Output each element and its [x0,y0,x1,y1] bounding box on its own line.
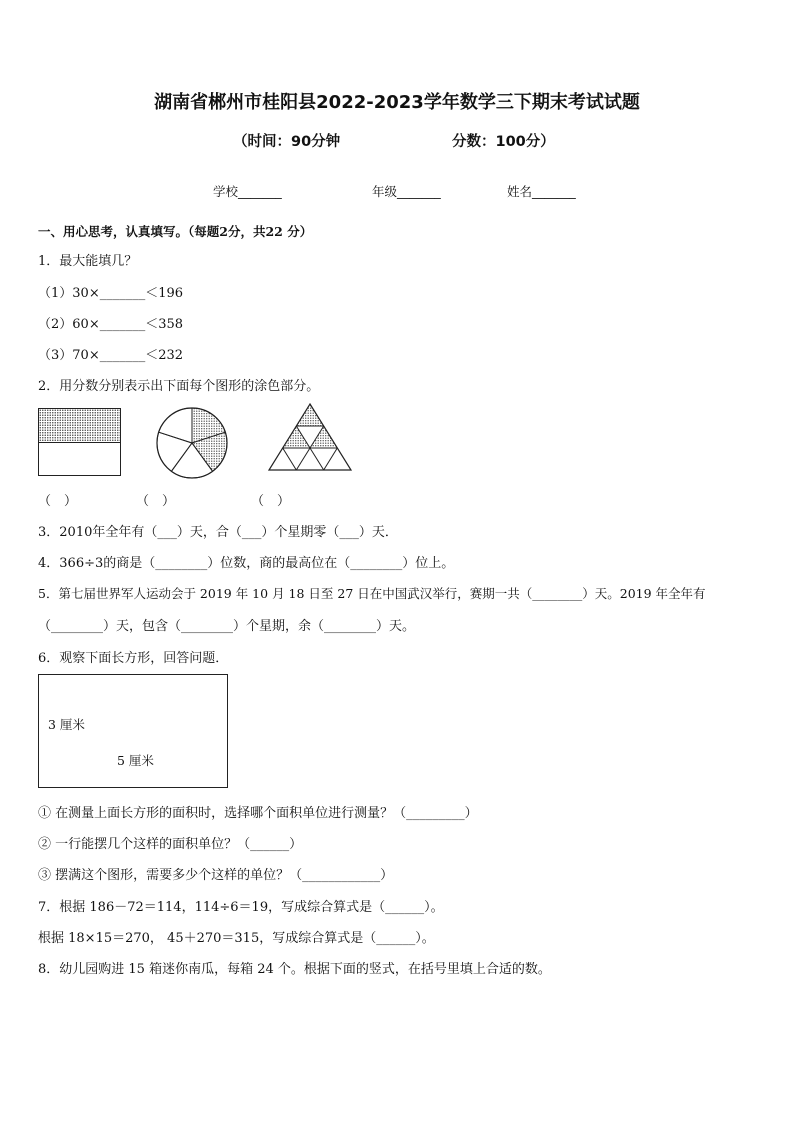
name-field: 姓名_______ [507,184,576,199]
exam-time: （时间：90分钟 [233,134,341,150]
shaded-half [39,409,120,443]
answer-blank: （ ） [251,494,291,509]
circle-sector [157,432,192,471]
page-title: 湖南省郴州市桂阳县2022-2023学年数学三下期末考试试题 [154,92,640,113]
grade-field: 年级_______ [372,184,441,199]
width-label: 3 厘米 [48,717,85,732]
question-3: 3．2010年全年有（___）天，合（___）个星期零（___）天． [38,525,398,540]
question-7-line: 7．根据 186－72＝114，114÷6＝19，写成综合算式是（______）。 [38,900,444,915]
length-label: 5 厘米 [117,753,154,768]
circle-sector [159,408,192,443]
question-4: 4．366÷3的商是（________）位数，商的最高位在（________）位上。 [38,556,455,571]
shaded-triangle-figure [267,402,353,474]
answer-blank: （ ） [38,494,78,509]
triangle-shaded-part [310,426,337,448]
question-6-item: ② 一行能摆几个这样的面积单位？（______） [38,837,303,852]
question-6-item: ③ 摆满这个图形，需要多少个这样的单位？（____________） [38,868,394,883]
rectangle-figure [38,674,228,788]
shaded-circle-figure [153,405,231,481]
question-1-item: （3）70×_______＜232 [38,348,184,363]
question-1-item: （1）30×_______＜196 [38,286,184,301]
question-6-item: ① 在测量上面长方形的面积时，选择哪个面积单位进行测量？（_________） [38,806,478,821]
question-8: 8．幼儿园购进 15 箱迷你南瓜，每箱 24 个。根据下面的竖式，在括号里填上合适的数。 [38,962,551,977]
section-heading: 一、用心思考，认真填写。（每题2分，共22 分） [38,224,313,239]
triangle-shaded-part [296,404,323,426]
question-1-item: （2）60×_______＜358 [38,317,184,332]
triangle-shaded-part [283,426,310,448]
exam-score: 分数：100分） [452,134,555,150]
question-6-stem: 6．观察下面长方形，回答问题． [38,651,229,666]
school-field: 学校_______ [213,184,282,199]
question-5-line: （________）天，包含（________）个星期，余（________）天。 [38,619,416,634]
question-5-line: 5．第七届世界军人运动会于 2019 年 10 月 18 日至 27 日在中国武汉举行，赛期一共（________）天。2019 年全年有 [38,586,706,601]
question-1-stem: 1．最大能填几？ [38,254,138,269]
question-7-line: 根据 18×15＝270， 45＋270＝315，写成综合算式是（______）。 [38,931,435,946]
question-2-stem: 2．用分数分别表示出下面每个图形的涂色部分。 [38,379,320,394]
answer-blank: （ ） [136,494,176,509]
shaded-rectangle-figure [38,408,121,476]
